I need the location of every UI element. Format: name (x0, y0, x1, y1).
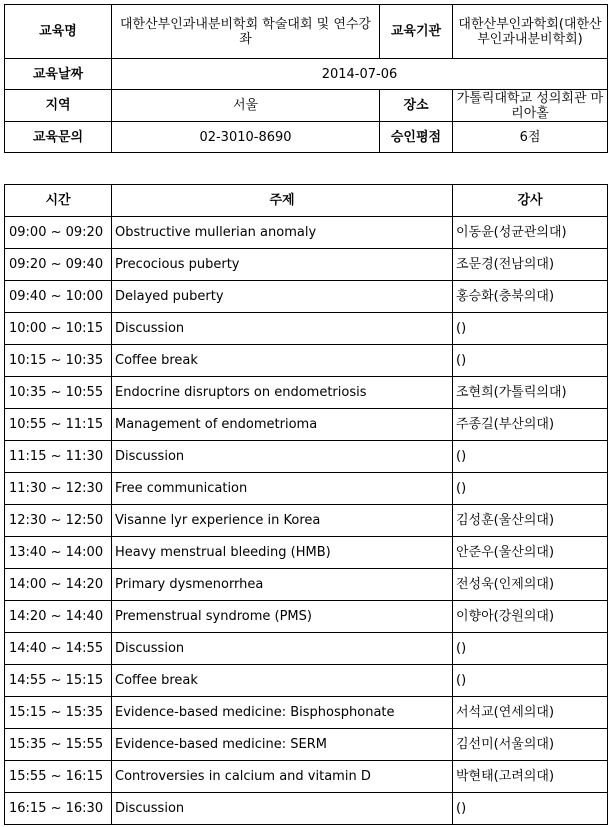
date-value: 2014-07-06 (112, 59, 608, 90)
schedule-time-cell: 14:40 ~ 14:55 (5, 633, 112, 665)
schedule-time-cell: 09:00 ~ 09:20 (5, 217, 112, 249)
schedule-topic-cell: Coffee break (112, 665, 453, 697)
schedule-time-cell: 14:20 ~ 14:40 (5, 601, 112, 633)
schedule-time-cell: 15:55 ~ 16:15 (5, 761, 112, 793)
schedule-header-topic: 주제 (112, 185, 453, 217)
schedule-topic-cell: Discussion (112, 793, 453, 825)
schedule-row (5, 665, 608, 697)
schedule-speaker-cell: 주종길(부산의대) (453, 409, 608, 441)
schedule-row (5, 505, 608, 537)
schedule-time-cell: 09:40 ~ 10:00 (5, 281, 112, 313)
schedule-row (5, 377, 608, 409)
schedule-time-cell: 15:35 ~ 15:55 (5, 729, 112, 761)
schedule-row (5, 313, 608, 345)
schedule-topic-cell: Obstructive mullerian anomaly (112, 217, 453, 249)
schedule-topic-cell: Discussion (112, 633, 453, 665)
schedule-speaker-cell: () (453, 665, 608, 697)
credit-value: 6점 (453, 122, 608, 153)
schedule-topic-cell: Coffee break (112, 345, 453, 377)
region-label: 지역 (5, 90, 112, 122)
education-name-label: 교육명 (5, 5, 112, 59)
education-info-table (4, 4, 608, 153)
schedule-speaker-cell: () (453, 793, 608, 825)
schedule-row (5, 345, 608, 377)
schedule-topic-cell: Evidence-based medicine: Bisphosphonate (112, 697, 453, 729)
schedule-speaker-cell: () (453, 313, 608, 345)
schedule-time-cell: 13:40 ~ 14:00 (5, 537, 112, 569)
schedule-header-time: 시간 (5, 185, 112, 217)
schedule-speaker-cell: 전성욱(인제의대) (453, 569, 608, 601)
schedule-speaker-cell: 김성훈(울산의대) (453, 505, 608, 537)
venue-value: 가톨릭대학교 성의회관 마리아홀 (453, 90, 608, 122)
schedule-topic-cell: Premenstrual syndrome (PMS) (112, 601, 453, 633)
schedule-row (5, 761, 608, 793)
schedule-row (5, 537, 608, 569)
credit-label: 승인평점 (380, 122, 453, 153)
schedule-speaker-cell: 김선미(서울의대) (453, 729, 608, 761)
schedule-topic-cell: Visanne lyr experience in Korea (112, 505, 453, 537)
schedule-row (5, 441, 608, 473)
schedule-speaker-cell: () (453, 633, 608, 665)
schedule-speaker-cell: () (453, 473, 608, 505)
schedule-time-cell: 11:15 ~ 11:30 (5, 441, 112, 473)
contact-label: 교육문의 (5, 122, 112, 153)
schedule-topic-cell: Controversies in calcium and vitamin D (112, 761, 453, 793)
schedule-row (5, 601, 608, 633)
schedule-time-cell: 14:00 ~ 14:20 (5, 569, 112, 601)
schedule-row (5, 793, 608, 825)
schedule-row (5, 633, 608, 665)
schedule-table (4, 184, 608, 825)
schedule-topic-cell: Free communication (112, 473, 453, 505)
schedule-speaker-cell: 홍승화(충북의대) (453, 281, 608, 313)
schedule-time-cell: 10:35 ~ 10:55 (5, 377, 112, 409)
schedule-time-cell: 16:15 ~ 16:30 (5, 793, 112, 825)
contact-value: 02-3010-8690 (112, 122, 380, 153)
schedule-row (5, 217, 608, 249)
schedule-body (5, 217, 608, 825)
schedule-speaker-cell: 조현희(가톨릭의대) (453, 377, 608, 409)
schedule-topic-cell: Discussion (112, 313, 453, 345)
region-value: 서울 (112, 90, 380, 122)
schedule-time-cell: 10:15 ~ 10:35 (5, 345, 112, 377)
schedule-row (5, 729, 608, 761)
schedule-topic-cell: Precocious puberty (112, 249, 453, 281)
schedule-row (5, 249, 608, 281)
schedule-time-cell: 09:20 ~ 09:40 (5, 249, 112, 281)
schedule-topic-cell: Primary dysmenorrhea (112, 569, 453, 601)
schedule-speaker-cell: 이향아(강원의대) (453, 601, 608, 633)
schedule-time-cell: 10:55 ~ 11:15 (5, 409, 112, 441)
schedule-topic-cell: Management of endometrioma (112, 409, 453, 441)
organizer-label: 교육기관 (380, 5, 453, 59)
schedule-speaker-cell: 박현태(고려의대) (453, 761, 608, 793)
schedule-speaker-cell: 조문경(전남의대) (453, 249, 608, 281)
schedule-row (5, 281, 608, 313)
schedule-topic-cell: Evidence-based medicine: SERM (112, 729, 453, 761)
venue-label: 장소 (380, 90, 453, 122)
schedule-speaker-cell: () (453, 345, 608, 377)
schedule-time-cell: 11:30 ~ 12:30 (5, 473, 112, 505)
schedule-row (5, 697, 608, 729)
schedule-time-cell: 10:00 ~ 10:15 (5, 313, 112, 345)
education-name-value: 대한산부인과내분비학회 학술대회 및 연수강좌 (112, 5, 380, 59)
schedule-time-cell: 14:55 ~ 15:15 (5, 665, 112, 697)
date-label: 교육날짜 (5, 59, 112, 90)
schedule-speaker-cell: () (453, 441, 608, 473)
schedule-topic-cell: Discussion (112, 441, 453, 473)
organizer-value: 대한산부인과학회(대한산부인과내분비학회) (453, 5, 608, 59)
schedule-row (5, 473, 608, 505)
schedule-topic-cell: Delayed puberty (112, 281, 453, 313)
schedule-header-speaker: 강사 (453, 185, 608, 217)
schedule-topic-cell: Endocrine disruptors on endometriosis (112, 377, 453, 409)
schedule-row (5, 409, 608, 441)
schedule-speaker-cell: 이동윤(성균관의대) (453, 217, 608, 249)
schedule-speaker-cell: 안준우(울산의대) (453, 537, 608, 569)
schedule-time-cell: 15:15 ~ 15:35 (5, 697, 112, 729)
schedule-row (5, 569, 608, 601)
schedule-topic-cell: Heavy menstrual bleeding (HMB) (112, 537, 453, 569)
schedule-time-cell: 12:30 ~ 12:50 (5, 505, 112, 537)
schedule-speaker-cell: 서석교(연세의대) (453, 697, 608, 729)
